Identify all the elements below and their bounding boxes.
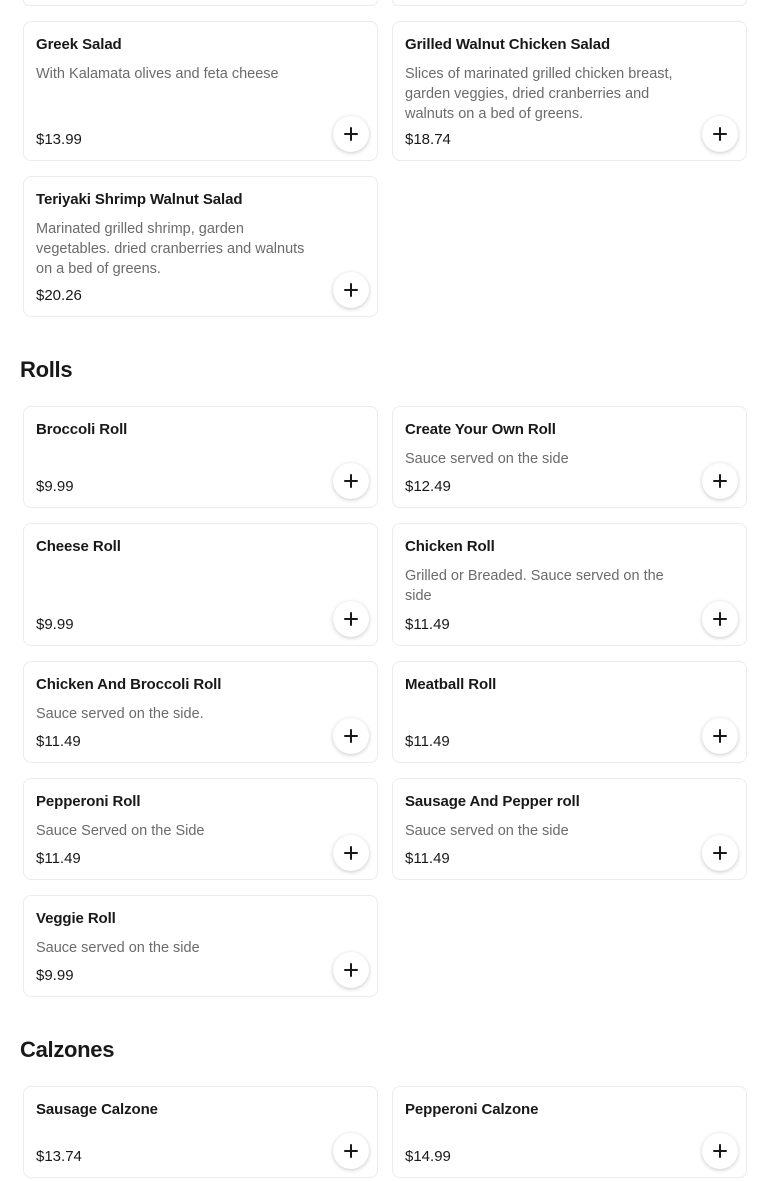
- item-price: $11.49: [405, 850, 450, 867]
- menu-item-card[interactable]: [392, 778, 747, 880]
- item-name: Create Your Own Roll: [405, 421, 556, 438]
- item-price: $20.26: [36, 287, 82, 304]
- section-title-rolls: Rolls: [20, 357, 73, 382]
- item-name: Greek Salad: [36, 36, 122, 53]
- menu-item-card-partial[interactable]: [23, 0, 378, 6]
- item-price: $13.99: [36, 131, 82, 148]
- item-description: Sauce served on the side: [405, 451, 569, 467]
- plus-icon: [344, 612, 358, 626]
- item-description: Sauce served on the side.: [36, 706, 204, 722]
- item-name: Veggie Roll: [36, 910, 116, 927]
- plus-icon: [713, 474, 727, 488]
- plus-icon: [713, 729, 727, 743]
- menu-item-card[interactable]: [392, 1086, 747, 1178]
- item-description: Grilled or Breaded. Sauce served on the side: [405, 568, 664, 604]
- menu-item-card-partial[interactable]: [392, 0, 747, 6]
- add-item-button[interactable]: [333, 272, 369, 308]
- plus-icon: [713, 612, 727, 626]
- menu-item-card[interactable]: [392, 21, 747, 161]
- item-description: With Kalamata olives and feta cheese: [36, 66, 279, 82]
- plus-icon: [713, 1144, 727, 1158]
- section-title-calzones: Calzones: [20, 1037, 115, 1062]
- item-name: Broccoli Roll: [36, 421, 128, 438]
- item-description: Slices of marinated grilled chicken breast, garden veggies, dried cranberries and walnuts on a bed of greens.: [405, 66, 673, 122]
- plus-icon: [344, 846, 358, 860]
- menu-item-card[interactable]: [23, 661, 378, 763]
- add-item-button[interactable]: [702, 601, 738, 637]
- add-item-button[interactable]: [333, 835, 369, 871]
- item-name: Meatball Roll: [405, 676, 497, 693]
- item-description: Sauce served on the side: [36, 940, 200, 956]
- item-price: $13.74: [36, 1148, 82, 1165]
- item-description: Sauce served on the side: [405, 823, 569, 839]
- item-description: Sauce Served on the Side: [36, 823, 205, 839]
- menu-item-card[interactable]: [23, 1086, 378, 1178]
- add-item-button[interactable]: [702, 1133, 738, 1169]
- item-name: Chicken Roll: [405, 538, 495, 555]
- item-name: Cheese Roll: [36, 538, 121, 555]
- menu-item-card[interactable]: [392, 406, 747, 508]
- menu-item-card[interactable]: [23, 778, 378, 880]
- item-price: $9.99: [36, 478, 74, 495]
- item-name: Pepperoni Calzone: [405, 1101, 539, 1118]
- item-name: Sausage And Pepper roll: [405, 793, 580, 810]
- add-item-button[interactable]: [333, 718, 369, 754]
- add-item-button[interactable]: [333, 463, 369, 499]
- item-price: $9.99: [36, 967, 74, 984]
- plus-icon: [344, 729, 358, 743]
- add-item-button[interactable]: [333, 116, 369, 152]
- add-item-button[interactable]: [702, 718, 738, 754]
- item-price: $11.49: [36, 733, 81, 750]
- item-name: Sausage Calzone: [36, 1101, 158, 1118]
- add-item-button[interactable]: [333, 952, 369, 988]
- item-description: Marinated grilled shrimp, garden vegetables. dried cranberries and walnuts on a bed of greens.: [36, 221, 305, 277]
- plus-icon: [713, 846, 727, 860]
- add-item-button[interactable]: [333, 601, 369, 637]
- item-price: $18.74: [405, 131, 451, 148]
- item-name: Teriyaki Shrimp Walnut Salad: [36, 191, 243, 208]
- add-item-button[interactable]: [333, 1133, 369, 1169]
- menu-item-card[interactable]: [23, 406, 378, 508]
- plus-icon: [344, 1144, 358, 1158]
- item-name: Pepperoni Roll: [36, 793, 141, 810]
- item-price: $11.49: [405, 616, 450, 633]
- menu-item-card[interactable]: [392, 661, 747, 763]
- plus-icon: [713, 127, 727, 141]
- add-item-button[interactable]: [702, 463, 738, 499]
- item-price: $9.99: [36, 616, 74, 633]
- menu-item-card[interactable]: [23, 176, 378, 317]
- plus-icon: [344, 963, 358, 977]
- item-name: Chicken And Broccoli Roll: [36, 676, 222, 693]
- plus-icon: [344, 283, 358, 297]
- menu-item-card[interactable]: [23, 523, 378, 646]
- item-price: $11.49: [405, 733, 450, 750]
- item-price: $14.99: [405, 1148, 451, 1165]
- item-price: $12.49: [405, 478, 451, 495]
- menu-item-card[interactable]: [23, 895, 378, 997]
- menu-item-card[interactable]: [392, 523, 747, 646]
- menu-item-card[interactable]: [23, 21, 378, 161]
- item-price: $11.49: [36, 850, 81, 867]
- plus-icon: [344, 474, 358, 488]
- item-name: Grilled Walnut Chicken Salad: [405, 36, 611, 53]
- plus-icon: [344, 127, 358, 141]
- add-item-button[interactable]: [702, 835, 738, 871]
- add-item-button[interactable]: [702, 116, 738, 152]
